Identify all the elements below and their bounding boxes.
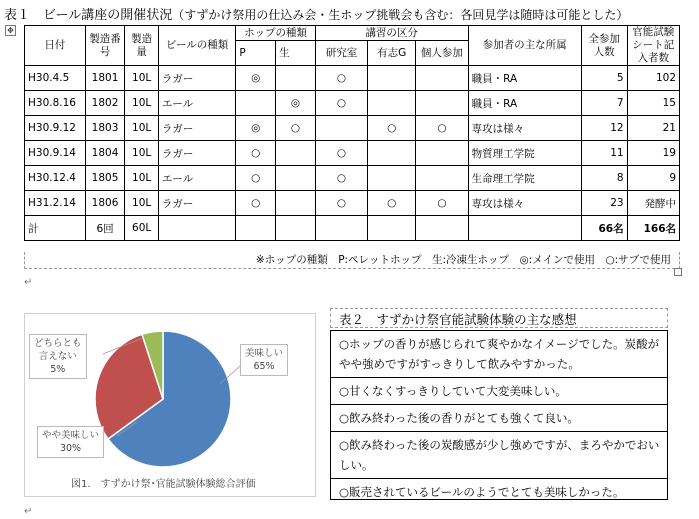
- cell-individual: [416, 66, 468, 91]
- resize-handle[interactable]: [674, 268, 682, 276]
- table1-caption: [4, 4, 628, 23]
- header-affiliation: 参加者の主な所属: [468, 26, 581, 66]
- header-lecture-group: 講習の区分: [315, 26, 468, 41]
- cell-hop-p: ○: [236, 141, 276, 166]
- cell-lab: ○: [315, 191, 367, 216]
- table-row: [25, 191, 680, 216]
- cell-volunteer: [368, 66, 416, 91]
- header-individual: 個人参加: [416, 41, 468, 66]
- header-type: ビールの種類: [158, 26, 235, 66]
- pie-slices: [95, 331, 231, 467]
- table2-caption: 表２ すずかけ祭官能試験体験の主な感想: [330, 308, 668, 328]
- cell-date: H30.9.12: [25, 116, 86, 141]
- cell-date: H30.4.5: [25, 66, 86, 91]
- legend-note: ※ホップの種類 P:ペレットホップ 生:冷凍生ホップ ◎:メインで使用 ○:サブで使用: [24, 252, 680, 269]
- cell-hop-fresh: [276, 141, 316, 166]
- cell-affiliation: 生命理工学院: [468, 166, 581, 191]
- totals-participants: 66名: [581, 216, 627, 241]
- cell-affiliation: 職員・RA: [468, 91, 581, 116]
- cell-lab: ○: [315, 166, 367, 191]
- cell-date: H30.12.4: [25, 166, 86, 191]
- cell-type: ラガー: [158, 66, 235, 91]
- slice-label-oishii: 美味しい 65%: [240, 344, 288, 376]
- header-total: 全参加人数: [581, 26, 627, 66]
- totals-panel: 166名: [627, 216, 679, 241]
- cell-individual: ○: [416, 116, 468, 141]
- table-row: [25, 91, 680, 116]
- cell-lot: 1805: [85, 166, 125, 191]
- cell-lab: ○: [315, 141, 367, 166]
- cell-hop-fresh: [276, 66, 316, 91]
- cell-individual: [416, 166, 468, 191]
- totals-volume: 60L: [125, 216, 158, 241]
- cell-type: ラガー: [158, 141, 235, 166]
- header-date: 日付: [25, 26, 86, 66]
- header-hop-fresh: 生: [276, 41, 316, 66]
- cell-lot: 1803: [85, 116, 125, 141]
- cell-volunteer: [368, 166, 416, 191]
- impressions-table: [330, 330, 668, 500]
- cell-total: 11: [581, 141, 627, 166]
- header-lot: 製造番号: [85, 26, 125, 66]
- cell-volunteer: ○: [368, 116, 416, 141]
- pie-chart-box: [24, 313, 316, 497]
- cell-hop-p: ◎: [236, 116, 276, 141]
- cell-type: エール: [158, 166, 235, 191]
- cell-affiliation: 専攻は様々: [468, 116, 581, 141]
- impression-item: ○甘くなくすっきりしていて大変美味しい。: [331, 378, 667, 405]
- cell-panel: 102: [627, 66, 679, 91]
- figure-caption: 図1. すずかけ祭･官能試験体験総合評価: [71, 479, 256, 490]
- header-hop-p: P: [236, 41, 276, 66]
- header-panel: 官能試験シート記入者数: [627, 26, 679, 66]
- cell-volume: 10L: [125, 141, 158, 166]
- cell-individual: ○: [416, 191, 468, 216]
- impression-item: ○ホップの香りが感じられて爽やかなイメージでした。炭酸がやや強めですがすっきりして飲みやすかった。: [331, 331, 667, 378]
- cell-volume: 10L: [125, 116, 158, 141]
- impression-item: ○販売されているビールのようでとても美味しかった。: [339, 485, 625, 499]
- cell-volunteer: ○: [368, 191, 416, 216]
- cell-date: H30.8.16: [25, 91, 86, 116]
- cell-total: 7: [581, 91, 627, 116]
- cell-lab: ○: [315, 91, 367, 116]
- table-move-handle[interactable]: ✥: [5, 25, 16, 36]
- header-lab: 研究室: [315, 41, 367, 66]
- cell-type: エール: [158, 91, 235, 116]
- table-row: [25, 166, 680, 191]
- cell-hop-fresh: [276, 191, 316, 216]
- cell-affiliation: 物質理工学院: [468, 141, 581, 166]
- cell-total: 12: [581, 116, 627, 141]
- participation-table: [24, 25, 680, 241]
- cell-volume: 10L: [125, 91, 158, 116]
- cell-hop-p: ○: [236, 191, 276, 216]
- cell-affiliation: 職員・RA: [468, 66, 581, 91]
- table1-caption-main: 表１ ビール講座の開催状況: [4, 8, 173, 23]
- paragraph-mark: ↵: [24, 506, 33, 517]
- cell-individual: [416, 91, 468, 116]
- cell-lab: ○: [315, 66, 367, 91]
- cell-volume: 10L: [125, 166, 158, 191]
- cell-hop-p: ○: [236, 166, 276, 191]
- table-row: [25, 66, 680, 91]
- header-volunteer: 有志G: [368, 41, 416, 66]
- cell-panel: 15: [627, 91, 679, 116]
- cell-panel: 発酵中: [627, 191, 679, 216]
- cell-panel: 19: [627, 141, 679, 166]
- cell-hop-fresh: ◎: [276, 91, 316, 116]
- cell-lot: 1806: [85, 191, 125, 216]
- cell-lot: 1802: [85, 91, 125, 116]
- cell-total: 8: [581, 166, 627, 191]
- cell-panel: 21: [627, 116, 679, 141]
- totals-row: [25, 216, 680, 241]
- cell-date: H31.2.14: [25, 191, 86, 216]
- cell-hop-fresh: ○: [276, 116, 316, 141]
- cell-type: ラガー: [158, 191, 235, 216]
- header-volume: 製造量: [125, 26, 158, 66]
- cell-hop-fresh: [276, 166, 316, 191]
- cell-individual: [416, 141, 468, 166]
- cell-volunteer: [368, 141, 416, 166]
- cell-date: H30.9.14: [25, 141, 86, 166]
- cell-lab: [315, 116, 367, 141]
- totals-label: 計: [25, 216, 86, 241]
- impression-item: ○飲み終わった後の香りがとても強くて良い。: [331, 405, 667, 432]
- cell-volume: 10L: [125, 191, 158, 216]
- table-row: [25, 141, 680, 166]
- paragraph-mark: ↵: [24, 277, 33, 288]
- impression-item: ○飲み終わった後の炭酸感が少し強めですが、まろやかでおいしい。: [331, 432, 667, 479]
- slice-label-yaya: やや美味しい 30%: [37, 426, 104, 458]
- cell-total: 23: [581, 191, 627, 216]
- table1-caption-sub: （すずかけ祭用の仕込み会・生ホップ挑戦会も含む：各回見学は随時は可能とした）: [172, 8, 629, 22]
- cell-type: ラガー: [158, 116, 235, 141]
- cell-lot: 1801: [85, 66, 125, 91]
- cell-total: 5: [581, 66, 627, 91]
- cell-lot: 1804: [85, 141, 125, 166]
- cell-panel: 9: [627, 166, 679, 191]
- cell-hop-p: ◎: [236, 66, 276, 91]
- cell-affiliation: 専攻は様々: [468, 191, 581, 216]
- cell-hop-p: [236, 91, 276, 116]
- totals-count: 6回: [85, 216, 125, 241]
- cell-volunteer: [368, 91, 416, 116]
- table-row: [25, 116, 680, 141]
- cell-volume: 10L: [125, 66, 158, 91]
- header-hop-group: ホップの種類: [236, 26, 316, 41]
- slice-label-dochira: どちらとも 言えない 5%: [29, 334, 87, 379]
